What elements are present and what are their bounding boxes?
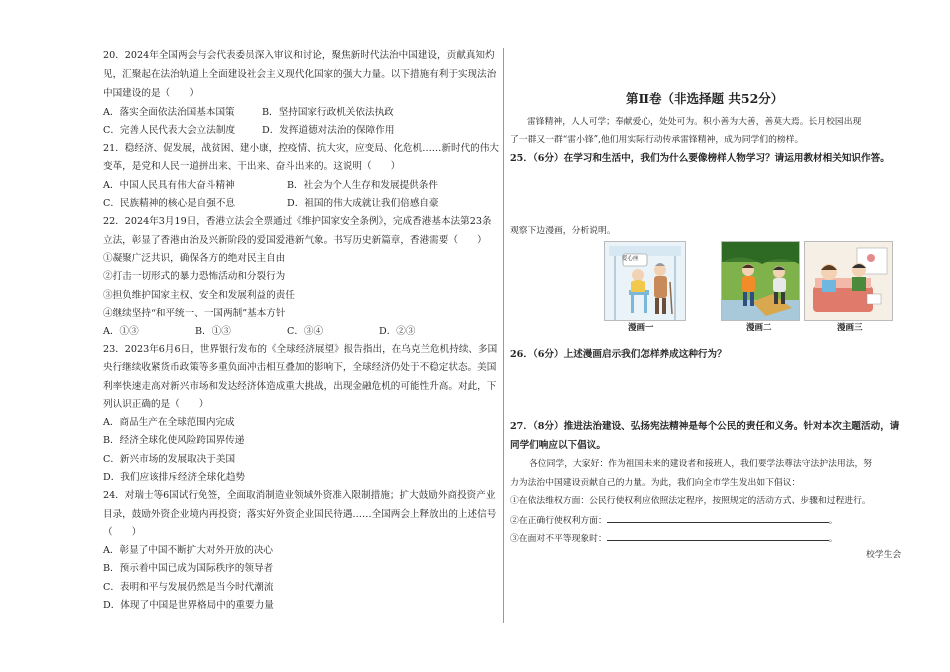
- q27-line-1: 27．（8分）推进法治建设、弘扬宪法精神是每个公民的责任和义务。针对本次主题活动，请: [510, 421, 900, 432]
- proposal-item-3: [510, 531, 838, 546]
- q21-line-2: 变革，是党和人民一道拼出来、干出来、奋斗出来的。这说明（ ）: [103, 161, 401, 172]
- proposal-item-2: [510, 513, 838, 528]
- q23-line-2: 央行继续收紧货币政策等多重负面冲击相互叠加的影响下，全球经济仍处于不稳定状态。美国: [103, 362, 497, 373]
- comic-3-caption: 漫画三: [837, 323, 863, 333]
- q23-line-3: 利率快速走高对新兴市场和发达经济体造成重大挑战，出现金融危机的可能性升高。对此，下: [103, 381, 497, 392]
- proposal-item-2-label: ②在正确行使权利方面：: [510, 516, 607, 526]
- answer-blank-2[interactable]: [607, 513, 829, 523]
- q23-option-b[interactable]: B．经济全球化使风险跨国界传递: [103, 435, 245, 446]
- q24-line-3: （ ）: [103, 527, 142, 538]
- q22-item-1: ①凝聚广泛共识，确保各方的绝对民主自由: [103, 253, 286, 264]
- intro-line-2: 了一群又一群“雷小锋”,他们用实际行动传承雷锋精神，成为同学们的榜样。: [510, 135, 804, 145]
- q21-option-a[interactable]: A．中国人民具有伟大奋斗精神: [103, 180, 235, 191]
- comic-2-image: [721, 241, 800, 321]
- q25-prompt: 25．（6分）在学习和生活中，我们为什么要像榜样人物学习？请运用教材相关知识作答。: [510, 153, 890, 164]
- q24-option-a[interactable]: A．彰显了中国不断扩大对外开放的决心: [103, 545, 274, 556]
- q21-option-c[interactable]: C．民族精神的核心是自强不息: [103, 198, 236, 209]
- intro-line-1: 雷锋精神，人人可学；奉献爱心，处处可为。积小善为大善，善莫大焉。长月校园出现: [527, 117, 862, 127]
- q23-option-c[interactable]: C．新兴市场的发展取决于美国: [103, 454, 236, 465]
- q24-line-2: 目录，鼓励外资企业境内再投资；落实好外资企业国民待遇……全国两会上释放出的上述信号: [103, 509, 497, 520]
- q23-option-d[interactable]: D．我们应该排斥经济全球化趋势: [103, 472, 246, 483]
- comic-1-image: [604, 241, 686, 321]
- answer-blank-3[interactable]: [607, 531, 829, 541]
- q20-line-1: 20．2024年全国两会与会代表委员深入审议和讨论，聚焦新时代法治中国建设，贡献真知灼: [103, 50, 495, 61]
- comic-3-image: [804, 241, 893, 321]
- q23-line-1: 23．2023年6月6日，世界银行发布的《全球经济展望》报告指出，在乌克兰危机持续、多国: [103, 344, 498, 355]
- q26-prompt: 26．（6分）上述漫画启示我们怎样养成这种行为？: [510, 349, 727, 360]
- q23-option-a[interactable]: A．商品生产在全球范围内完成: [103, 417, 235, 428]
- q21-option-b[interactable]: B．社会为个人生存和发展提供条件: [287, 180, 438, 191]
- comic-1-caption: 漫画一: [628, 323, 654, 333]
- q24-line-1: 24．对瑞士等6国试行免签，全面取消制造业领域外资准入限制措施；扩大鼓励外商投资产业: [103, 490, 496, 501]
- q22-option-c[interactable]: C．③④: [287, 326, 324, 337]
- q21-option-d[interactable]: D．祖国的伟大成就让我们倍感自豪: [287, 198, 439, 209]
- q22-line-1: 22．2024年3月19日，香港立法会全票通过《维护国家安全条例》，完成香港基本法第23条: [103, 216, 492, 227]
- comic-1-sign: 爱心座: [622, 256, 639, 262]
- proposal-item-3-end: 。: [828, 534, 838, 544]
- letter-line-1: 各位同学，大家好：作为祖国未来的建设者和接班人，我们要学法尊法守法护法用法，努: [529, 459, 873, 469]
- column-divider: [503, 48, 504, 623]
- proposal-item-1: ①在依法维权方面：公民行使权利应依照法定程序，按照规定的活动方式、步骤和过程进行。: [510, 496, 871, 506]
- q21-line-1: 21．稳经济、促发展，战贫困、建小康，控疫情、抗大灾，应变局、化危机……新时代的伟大: [103, 143, 499, 154]
- observe-instruction: 观察下边漫画，分析说明。: [510, 226, 616, 236]
- q24-option-b[interactable]: B．预示着中国已成为国际秩序的领导者: [103, 563, 274, 574]
- q20-option-c[interactable]: C．完善人民代表大会立法制度: [103, 125, 236, 136]
- signature: 校学生会: [866, 550, 902, 560]
- q22-option-b[interactable]: B．①③: [195, 326, 231, 337]
- q20-option-d[interactable]: D．发挥道德对法治的保障作用: [262, 125, 395, 136]
- q20-option-b[interactable]: B．坚持国家行政机关依法执政: [262, 107, 394, 118]
- q22-item-4: ④继续坚持“和平统一、一国两制”基本方针: [103, 308, 286, 319]
- q24-option-c[interactable]: C．表明和平与发展仍然是当今时代潮流: [103, 582, 274, 593]
- proposal-item-3-label: ③在面对不平等现象时：: [510, 534, 607, 544]
- q22-option-a[interactable]: A．①③: [103, 326, 139, 337]
- q27-line-2: 同学们响应以下倡议。: [510, 440, 606, 451]
- q20-option-a[interactable]: A．落实全面依法治国基本国策: [103, 107, 235, 118]
- section-title: 第Ⅱ卷（非选择题 共52分）: [626, 91, 784, 106]
- q20-line-2: 见，汇聚起在法治轨道上全面建设社会主义现代化国家的强大力量。以下措施有利于实现法治: [103, 69, 497, 80]
- letter-line-2: 力为法治中国建设贡献自己的力量。为此，我们向全市学生发出如下倡议：: [510, 478, 801, 488]
- q22-item-3: ③担负维护国家主权、安全和发展利益的责任: [103, 290, 295, 301]
- q22-option-d[interactable]: D．②③: [379, 326, 416, 337]
- q20-line-3: 中国建设的是（ ）: [103, 88, 199, 99]
- q23-line-4: 列认识正确的是（ ）: [103, 399, 209, 410]
- comic-2-caption: 漫画二: [746, 323, 772, 333]
- q24-option-d[interactable]: D．体现了中国是世界格局中的重要力量: [103, 600, 274, 611]
- q22-line-2: 立法，彰显了香港由治及兴新阶段的爱国爱港新气象。书写历史新篇章，香港需要（ ）: [103, 235, 487, 246]
- q22-item-2: ②打击一切形式的暴力恐怖活动和分裂行为: [103, 271, 286, 282]
- proposal-item-2-end: 。: [828, 516, 838, 526]
